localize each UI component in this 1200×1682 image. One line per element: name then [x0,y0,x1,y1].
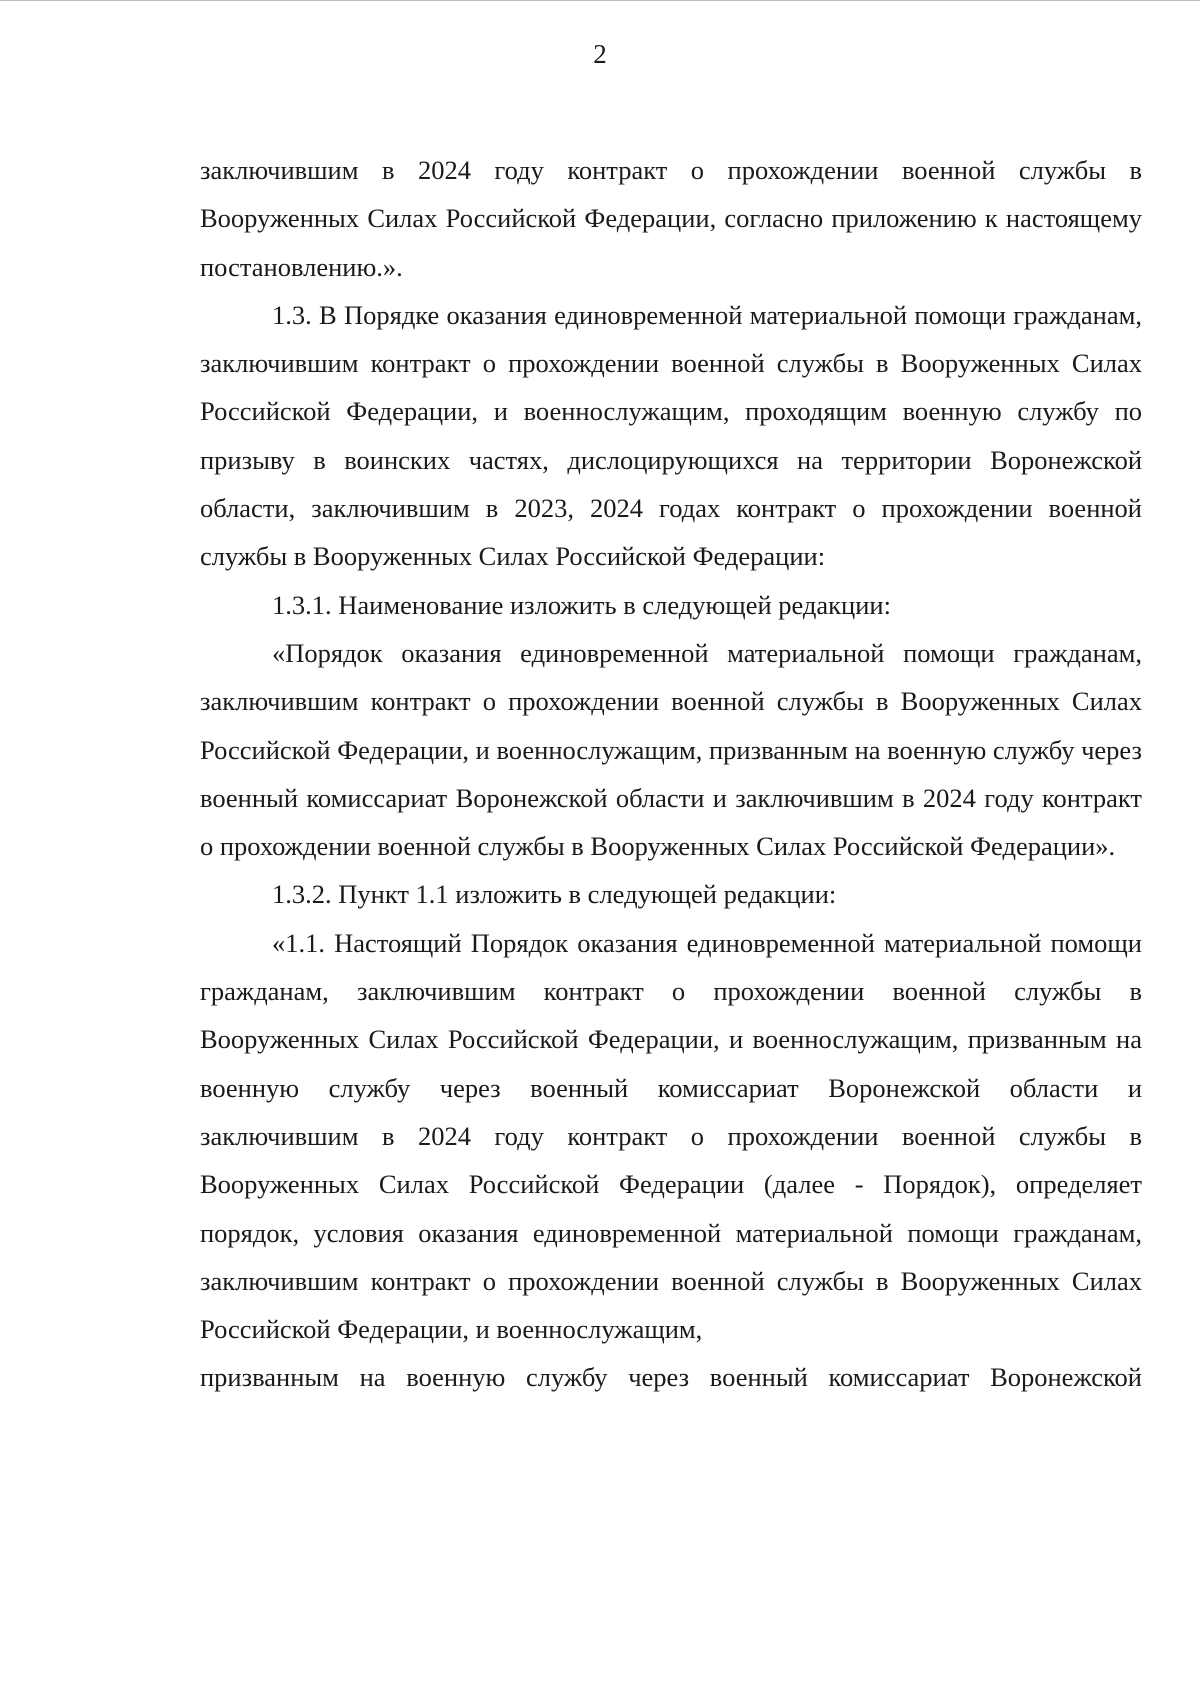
paragraph-quoted-1-1-continued: призванным на военную службу через военный комиссариат Воронежской [200,1362,1142,1393]
paragraph-continuation: заключившим в 2024 году контракт о прохождении военной службы в Вооруженных Силах Российской Федерации, согласно приложению к настоящему постановлению.». [200,155,1142,282]
paragraph-1-3-1: 1.3.1. Наименование изложить в следующей редакции: [272,589,891,620]
paragraph-1-3-2: 1.3.2. Пункт 1.1 изложить в следующей редакции: [272,879,837,910]
page-number: 2 [593,39,607,69]
paragraph-quoted-1-1: «1.1. Настоящий Порядок оказания единовременной материальной помощи гражданам, заключившим контракт о прохождении военной службы в Вооруженных Силах Российской Федерации, и военнослужащим, призванным на военную службу через военный комиссариат Воронежской области и заключившим в 2024 году контракт о прохождении военной службы в Вооруженных Силах Российской Федерации (далее - Порядок), определяет порядок, условия оказания единовременной материальной помощи гражданам, заключившим контракт о прохождении военной службы в Вооруженных Силах Российской Федерации, и военнослужащим, [200,927,1142,1345]
document-body [200,146,1142,1402]
paragraph-quoted-title: «Порядок оказания единовременной материальной помощи гражданам, заключившим контракт о прохождении военной службы в Вооруженных Силах Российской Федерации, и военнослужащим, призванным на военную службу через военный комиссариат Воронежской области и заключившим в 2024 году контракт о прохождении военной службы в Вооруженных Силах Российской Федерации». [200,637,1142,862]
paragraph-1-3: 1.3. В Порядке оказания единовременной материальной помощи гражданам, заключившим контракт о прохождении военной службы в Вооруженных Силах Российской Федерации, и военнослужащим, проходящим военную службу по призыву в воинских частях, дислоцирующихся на территории Воронежской области, заключившим в 2023, 2024 годах контракт о прохождении военной службы в Вооруженных Силах Российской Федерации: [200,299,1142,572]
